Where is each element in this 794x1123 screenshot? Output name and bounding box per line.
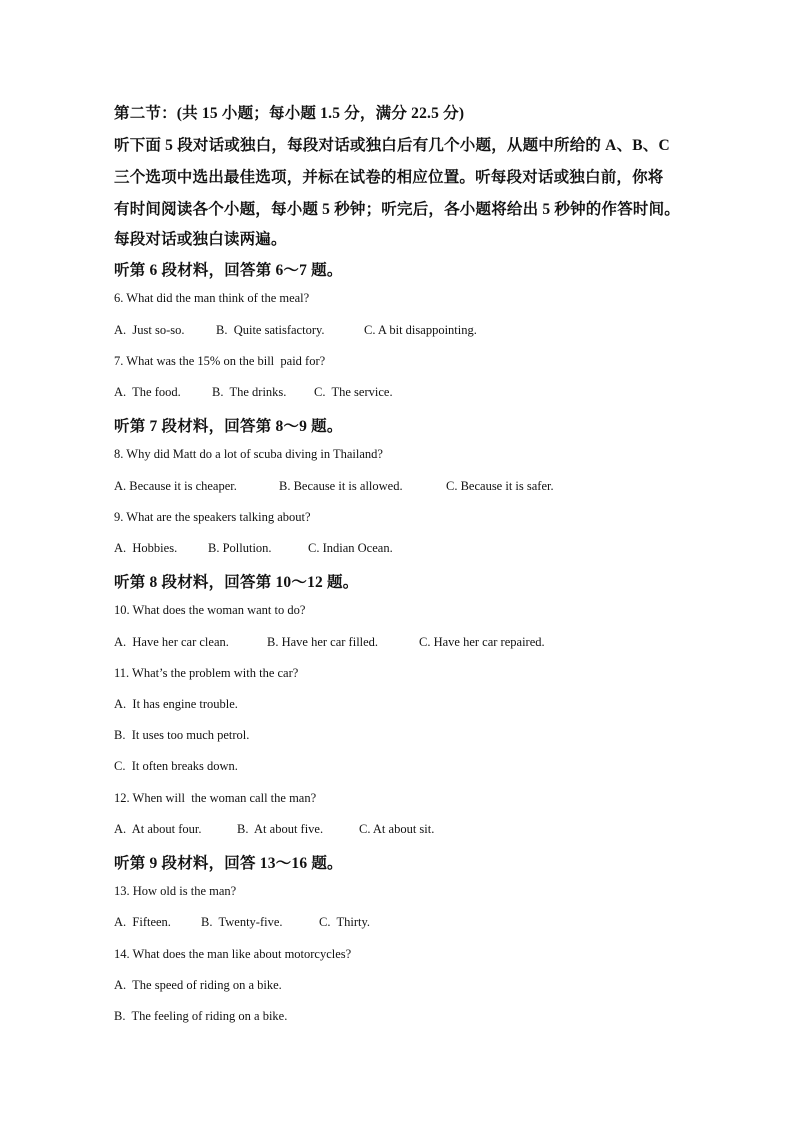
- option-b[interactable]: B. Quite satisfactory.: [216, 323, 325, 337]
- option-b[interactable]: B. The drinks.: [212, 385, 287, 399]
- option-c[interactable]: C. Have her car repaired.: [419, 635, 545, 649]
- option-b[interactable]: B. Because it is allowed.: [279, 479, 403, 493]
- instructions-line-4: 每段对话或独白读两遍。: [114, 231, 287, 248]
- option-c[interactable]: C. At about sit.: [359, 822, 435, 836]
- option-a[interactable]: A. Fifteen.: [114, 915, 171, 929]
- option-b[interactable]: B. It uses too much petrol.: [114, 728, 250, 742]
- instructions-line-1: 听下面 5 段对话或独白，每段对话或独白后有几个小题，从题中所给的 A、B、C: [114, 137, 670, 154]
- option-c[interactable]: C. The service.: [314, 385, 393, 399]
- option-c[interactable]: C. It often breaks down.: [114, 759, 238, 773]
- option-a[interactable]: A. Hobbies.: [114, 541, 178, 555]
- option-a[interactable]: A. Just so-so.: [114, 323, 185, 337]
- option-c[interactable]: C. Indian Ocean.: [308, 541, 393, 555]
- option-c[interactable]: C. Because it is safer.: [446, 479, 554, 493]
- question-stem: 13. How old is the man?: [114, 884, 237, 898]
- group-heading: 听第 8 段材料，回答第 10～12 题。: [114, 574, 359, 591]
- question-stem: 7. What was the 15% on the bill paid for?: [114, 354, 326, 368]
- instructions-line-3: 有时间阅读各个小题，每小题 5 秒钟；听完后，各小题将给出 5 秒钟的作答时间。: [114, 201, 681, 218]
- question-stem: 8. Why did Matt do a lot of scuba diving in Thailand?: [114, 447, 383, 461]
- option-a[interactable]: A. At about four.: [114, 822, 202, 836]
- section-title: 第二节：(共 15 小题；每小题 1.5 分，满分 22.5 分): [114, 105, 465, 122]
- group-heading: 听第 9 段材料，回答 13～16 题。: [114, 855, 343, 872]
- option-b[interactable]: B. The feeling of riding on a bike.: [114, 1009, 288, 1023]
- question-stem: 11. What’s the problem with the car?: [114, 666, 299, 680]
- question-stem: 9. What are the speakers talking about?: [114, 510, 311, 524]
- option-a[interactable]: A. The food.: [114, 385, 181, 399]
- question-stem: 6. What did the man think of the meal?: [114, 291, 310, 305]
- option-b[interactable]: B. Twenty-five.: [201, 915, 283, 929]
- option-b[interactable]: B. Pollution.: [208, 541, 272, 555]
- option-a[interactable]: A. Have her car clean.: [114, 635, 229, 649]
- group-heading: 听第 7 段材料，回答第 8～9 题。: [114, 418, 343, 435]
- option-b[interactable]: B. At about five.: [237, 822, 324, 836]
- question-stem: 12. When will the woman call the man?: [114, 791, 317, 805]
- instructions-line-2: 三个选项中选出最佳选项，并标在试卷的相应位置。听每段对话或独白前，你将: [114, 169, 664, 186]
- option-c[interactable]: C. Thirty.: [319, 915, 371, 929]
- question-stem: 14. What does the man like about motorcycles?: [114, 947, 352, 961]
- option-a[interactable]: A. The speed of riding on a bike.: [114, 978, 282, 992]
- option-c[interactable]: C. A bit disappointing.: [364, 323, 477, 337]
- question-stem: 10. What does the woman want to do?: [114, 603, 306, 617]
- option-a[interactable]: A. It has engine trouble.: [114, 697, 238, 711]
- option-b[interactable]: B. Have her car filled.: [267, 635, 379, 649]
- group-heading: 听第 6 段材料，回答第 6～7 题。: [114, 262, 343, 279]
- option-a[interactable]: A. Because it is cheaper.: [114, 479, 237, 493]
